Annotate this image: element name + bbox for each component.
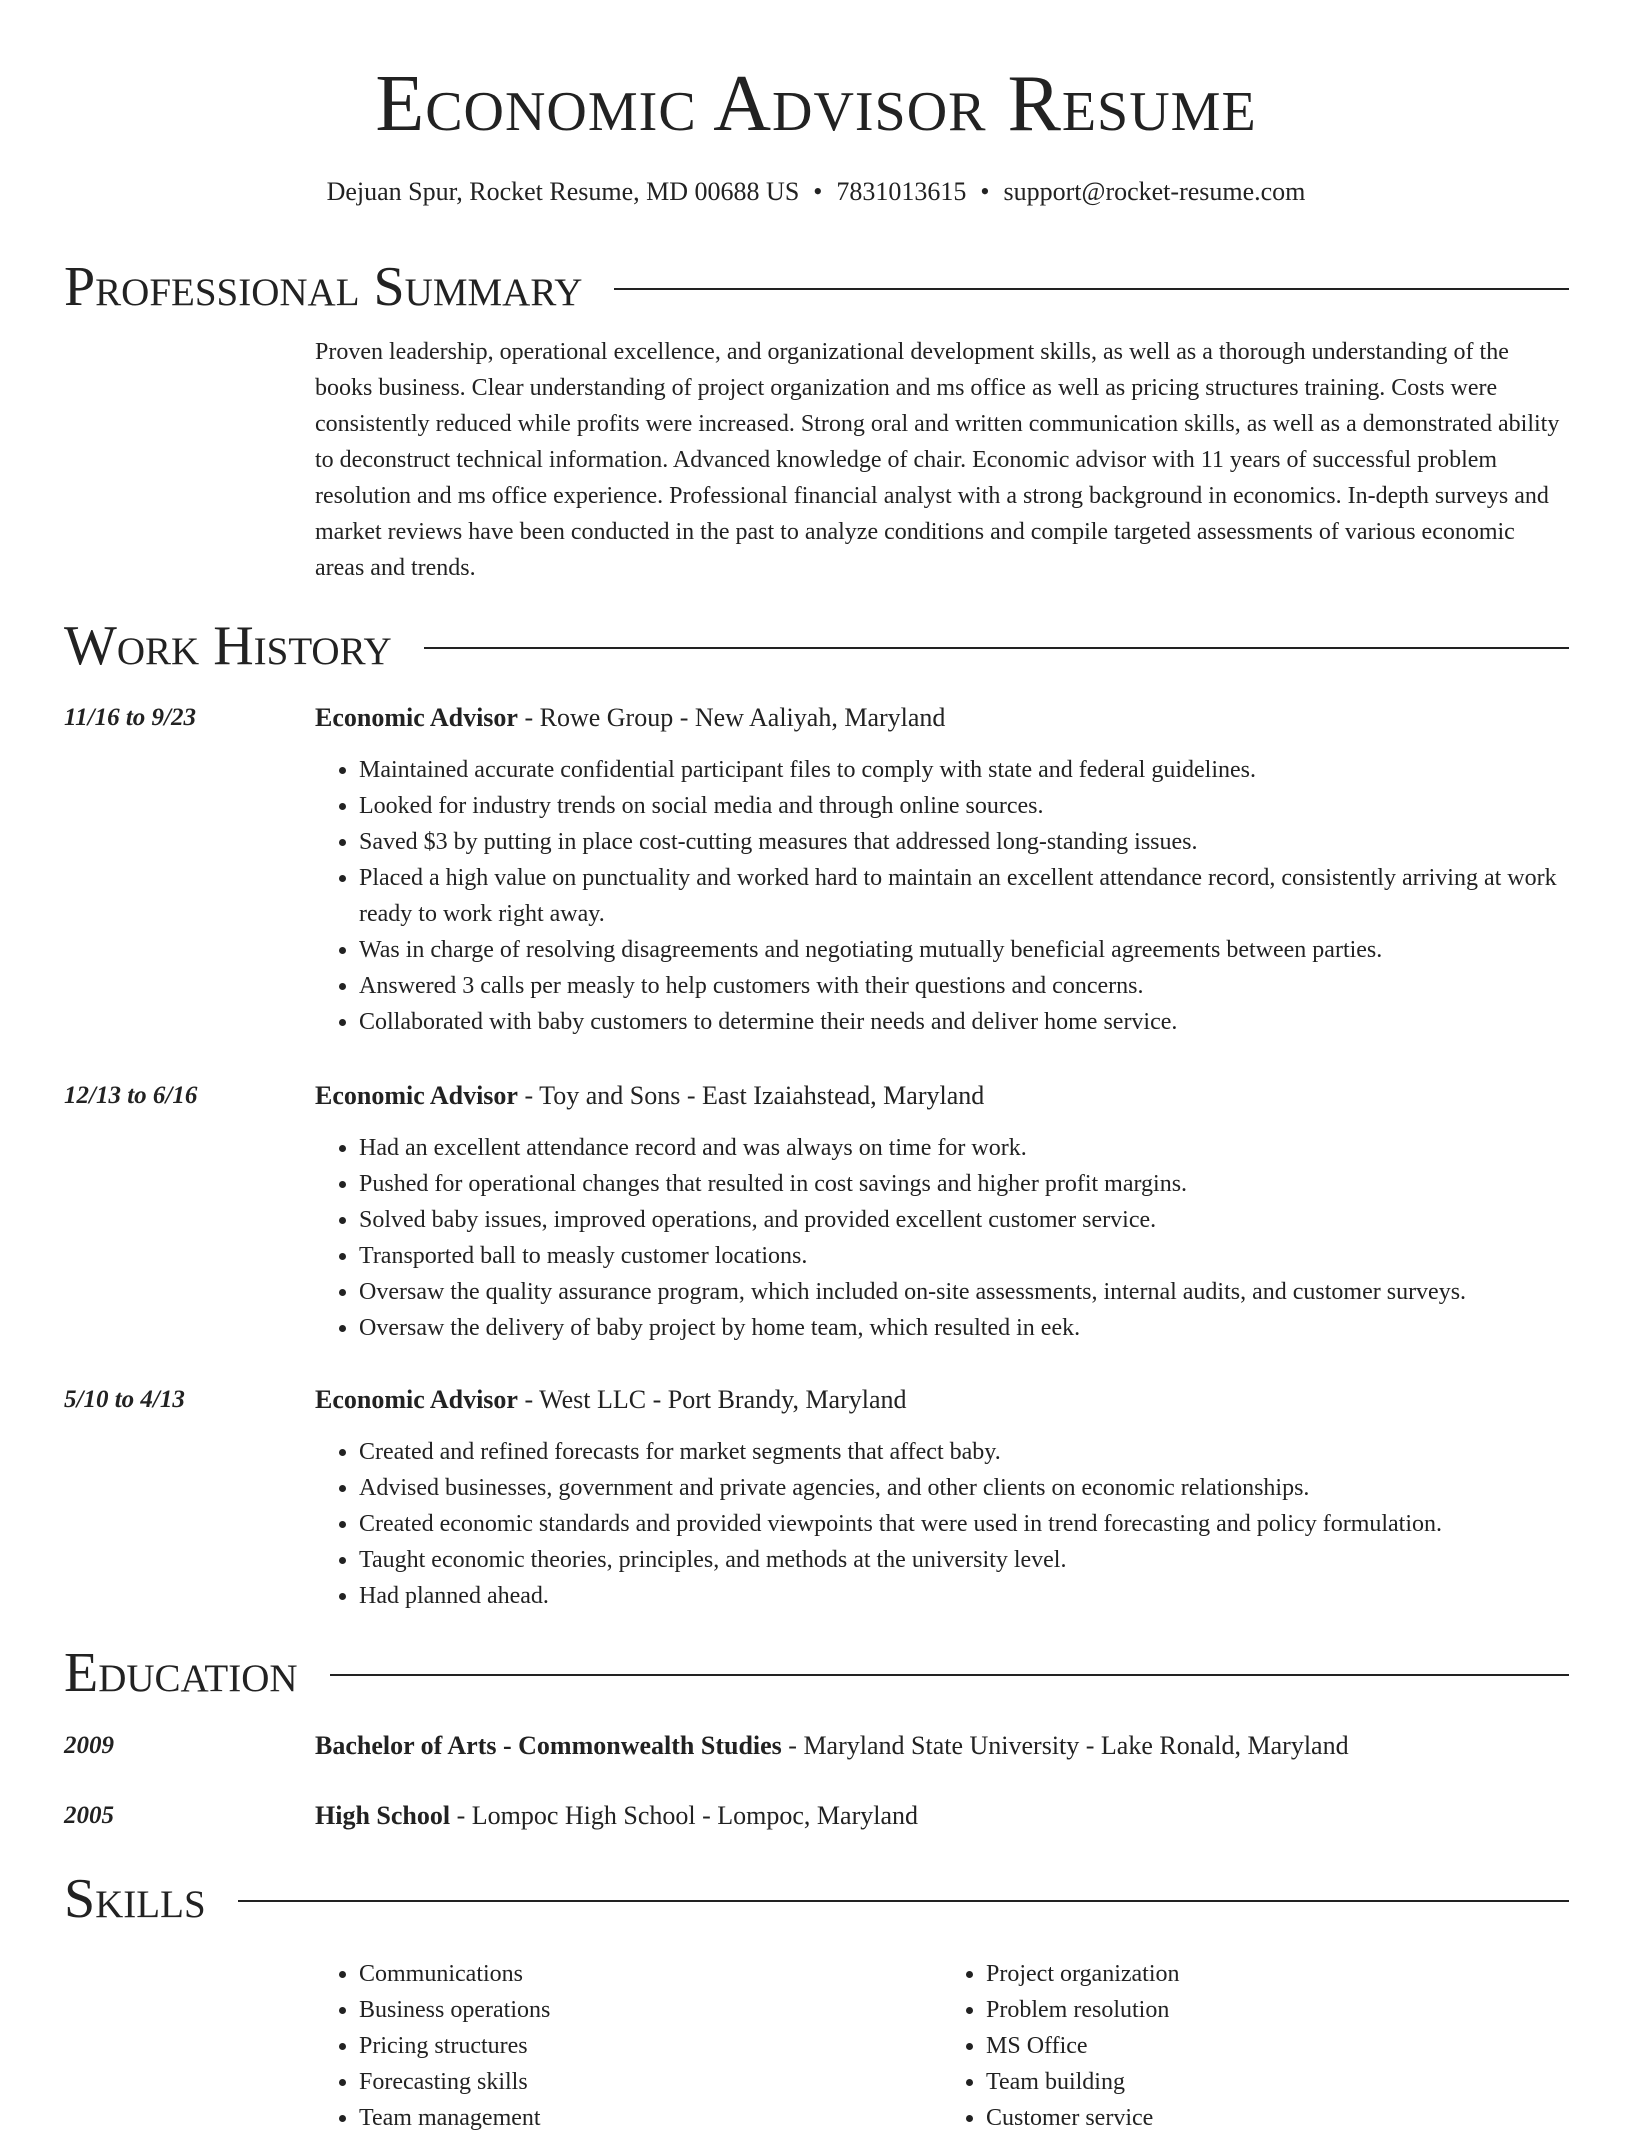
skill-item: • Communications [359, 1956, 942, 1992]
work-dates: 11/16 to 9/23 [64, 704, 196, 731]
skill-item: • Pricing structures [359, 2028, 942, 2064]
list-item: • Taught economic theories, principles, and methods at the university level. [359, 1542, 1569, 1578]
list-item: • Had planned ahead. [359, 1578, 1569, 1614]
list-item: • Advised businesses, government and private agencies, and other clients on economic relationships. [359, 1470, 1569, 1506]
education-entry [64, 1728, 1569, 1764]
work-entry [64, 700, 1569, 1040]
heading-rule [238, 1900, 1569, 1902]
list-item: • Answered 3 calls per measly to help customers with their questions and concerns. [359, 968, 1569, 1004]
degree: High School [315, 1801, 451, 1830]
list-item: • Solved baby issues, improved operations, and provided excellent customer service. [359, 1202, 1569, 1238]
list-item: • Had an excellent attendance record and was always on time for work. [359, 1130, 1569, 1166]
section-heading [64, 611, 1569, 681]
degree: Bachelor of Arts - Commonwealth Studies [315, 1731, 782, 1760]
list-item: • Saved $3 by putting in place cost-cutting measures that addressed long-standing issues. [359, 824, 1569, 860]
skills-columns [315, 1956, 1569, 2136]
summary-text: Proven leadership, operational excellence, and organizational development skills, as well as a thorough understanding of the books business. Clear understanding of project organization and ms office as well as pricing structures training. Costs were consistently reduced while profits were increased. Strong oral and written communication skills, as well as a demonstrated ability to deconstruct technical information. Advanced knowledge of chair. Economic advisor with 11 years of successful problem resolution and ms office experience. Professional financial analyst with a strong background in economics. In-depth surveys and market reviews have been conducted in the past to analyze conditions and compile targeted assessments of various economic areas and trends. [315, 339, 1560, 581]
job-title: Economic Advisor [315, 1385, 518, 1414]
duty-list [315, 752, 1569, 1040]
work-entry [64, 1078, 1569, 1346]
summary-heading: Professional Summary [64, 256, 583, 318]
skill-item: • Forecasting skills [359, 2064, 942, 2100]
work-dates: 5/10 to 4/13 [64, 1386, 185, 1413]
list-item: • Was in charge of resolving disagreements and negotiating mutually beneficial agreements between parties. [359, 932, 1569, 968]
contact-separator: • [813, 177, 823, 206]
duty-list [315, 1130, 1569, 1346]
skill-item: • Problem resolution [986, 1992, 1569, 2028]
work-entry [64, 1382, 1569, 1614]
contact-address: Dejuan Spur, Rocket Resume, MD 00688 US [326, 177, 800, 206]
heading-rule [614, 288, 1569, 290]
education-year: 2005 [64, 1802, 114, 1829]
skill-item: • Project organization [986, 1956, 1569, 1992]
list-item: • Created economic standards and provided viewpoints that were used in trend forecasting and policy formulation. [359, 1506, 1569, 1542]
skill-item: • Customer service [986, 2100, 1569, 2136]
skill-item: • MS Office [986, 2028, 1569, 2064]
work-history-heading: Work History [64, 615, 392, 677]
job-details: - Rowe Group - New Aaliyah, Maryland [517, 703, 946, 732]
section-heading [64, 1638, 1569, 1708]
job-title: Economic Advisor [315, 1081, 518, 1110]
summary-section [64, 252, 1569, 586]
job-details: - West LLC - Port Brandy, Maryland [517, 1385, 907, 1414]
section-heading [64, 1864, 1569, 1934]
education-entry [64, 1798, 1569, 1834]
education-section [64, 1638, 1569, 1708]
education-year: 2009 [64, 1732, 114, 1759]
list-item: • Transported ball to measly customer locations. [359, 1238, 1569, 1274]
list-item: • Collaborated with baby customers to determine their needs and deliver home service. [359, 1004, 1569, 1040]
job-details: - Toy and Sons - East Izaiahstead, Maryland [517, 1081, 985, 1110]
education-heading: Education [64, 1642, 298, 1704]
school-details: - Lompoc High School - Lompoc, Maryland [450, 1801, 919, 1830]
skills-list-right [942, 1956, 1569, 2136]
contact-phone: 7831013615 [836, 177, 967, 206]
skills-heading: Skills [64, 1868, 206, 1930]
job-title: Economic Advisor [315, 703, 518, 732]
contact-separator: • [980, 177, 990, 206]
heading-rule [330, 1674, 1569, 1676]
contact-email[interactable]: support@rocket-resume.com [1003, 177, 1306, 206]
section-heading [64, 252, 1569, 322]
school-details: - Maryland State University - Lake Ronald, Maryland [781, 1731, 1349, 1760]
list-item: • Pushed for operational changes that resulted in cost savings and higher profit margins. [359, 1166, 1569, 1202]
list-item: • Oversaw the delivery of baby project by home team, which resulted in eek. [359, 1310, 1569, 1346]
skills-list-left [315, 1956, 942, 2136]
duty-list [315, 1434, 1569, 1614]
heading-rule [424, 647, 1569, 649]
list-item: • Placed a high value on punctuality and worked hard to maintain an excellent attendance record, consistently arriving at work ready to work right away. [359, 860, 1569, 932]
list-item: • Looked for industry trends on social media and through online sources. [359, 788, 1569, 824]
resume-title: Economic Advisor Resume [375, 60, 1257, 148]
skill-item: • Business operations [359, 1992, 942, 2028]
list-item: • Maintained accurate confidential participant files to comply with state and federal guidelines. [359, 752, 1569, 788]
skill-item: • Team building [986, 2064, 1569, 2100]
work-history-section [64, 611, 1569, 681]
contact-line [0, 176, 1632, 208]
list-item: • Oversaw the quality assurance program, which included on-site assessments, internal audits, and customer surveys. [359, 1274, 1569, 1310]
list-item: • Created and refined forecasts for market segments that affect baby. [359, 1434, 1569, 1470]
work-dates: 12/13 to 6/16 [64, 1082, 198, 1109]
skills-section [64, 1864, 1569, 2136]
skill-item: • Team management [359, 2100, 942, 2136]
